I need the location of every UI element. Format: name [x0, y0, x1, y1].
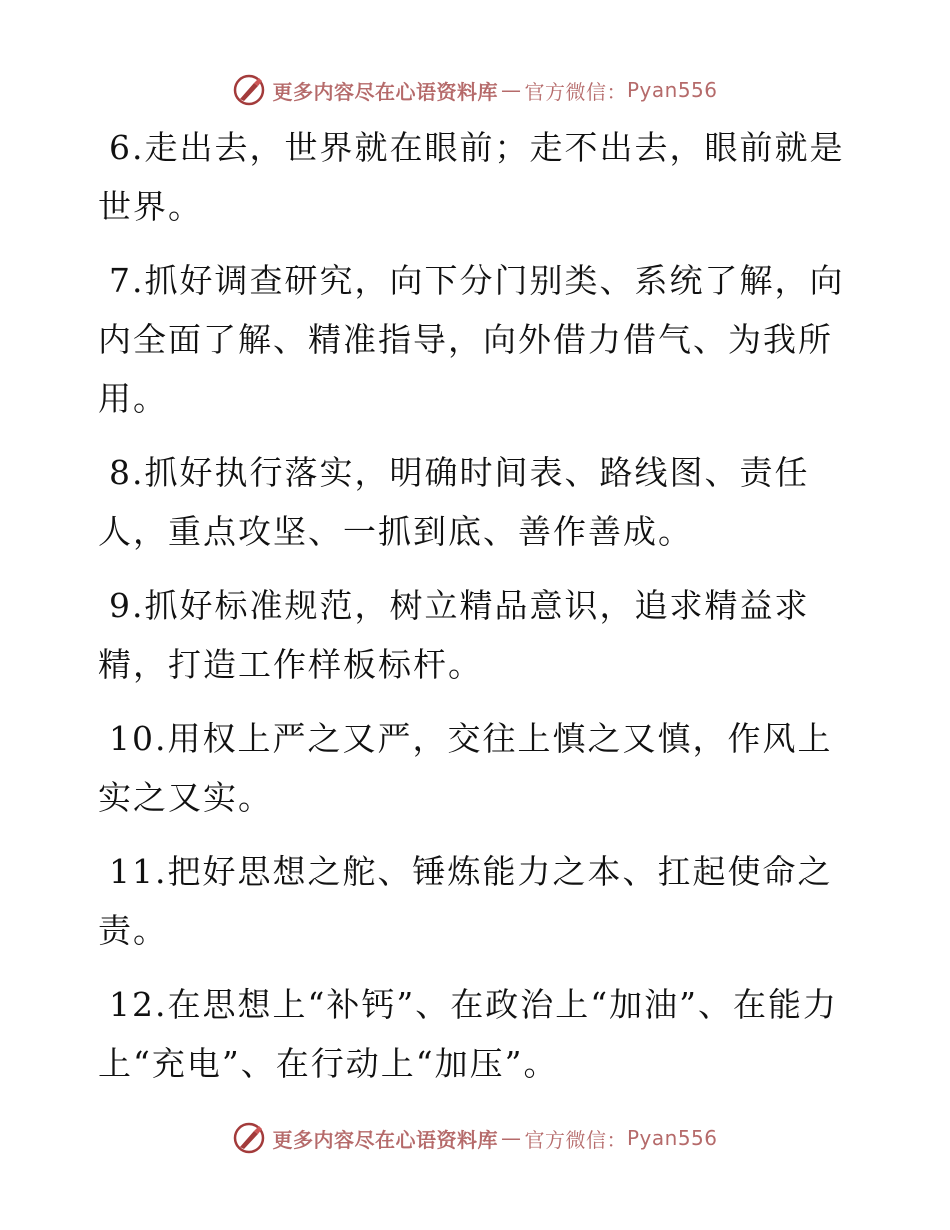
pen-logo-icon: [232, 73, 266, 107]
footer-brand-text: 更多内容尽在心语资料库: [272, 1127, 498, 1152]
document-body: [98, 118, 848, 1108]
footer-separator: —: [500, 1126, 522, 1150]
list-item-8: 8.抓好执行落实，明确时间表、路线图、责任人，重点攻坚、一抓到底、善作善成。: [98, 453, 810, 551]
header-wechat-id: Pyan556: [626, 78, 718, 102]
footer-wechat-label: 官方微信：: [524, 1127, 627, 1152]
list-item-11: 11.把好思想之舵、锤炼能力之本、扛起使命之责。: [98, 852, 833, 950]
pen-logo-icon: [232, 1121, 266, 1155]
list-item-6: 6.走出去，世界就在眼前；走不出去，眼前就是世界。: [98, 128, 845, 226]
header-wechat-label: 官方微信：: [524, 79, 627, 104]
list-item-7: 7.抓好调查研究，向下分门别类、系统了解，向内全面了解、精准指导，向外借力借气、为我所用。: [98, 261, 845, 418]
footer-watermark-banner: [0, 1118, 950, 1158]
header-separator: —: [500, 78, 522, 102]
footer-wechat-id: Pyan556: [626, 1126, 718, 1150]
header-brand-text: 更多内容尽在心语资料库: [272, 79, 498, 104]
header-watermark-banner: [0, 70, 950, 110]
list-item-9: 9.抓好标准规范，树立精品意识，追求精益求精，打造工作样板标杆。: [98, 586, 810, 684]
list-item-12: 12.在思想上“补钙”、在政治上“加油”、在能力上“充电”、在行动上“加压”。: [98, 985, 838, 1083]
list-item-10: 10.用权上严之又严，交往上慎之又慎，作风上实之又实。: [98, 719, 833, 817]
